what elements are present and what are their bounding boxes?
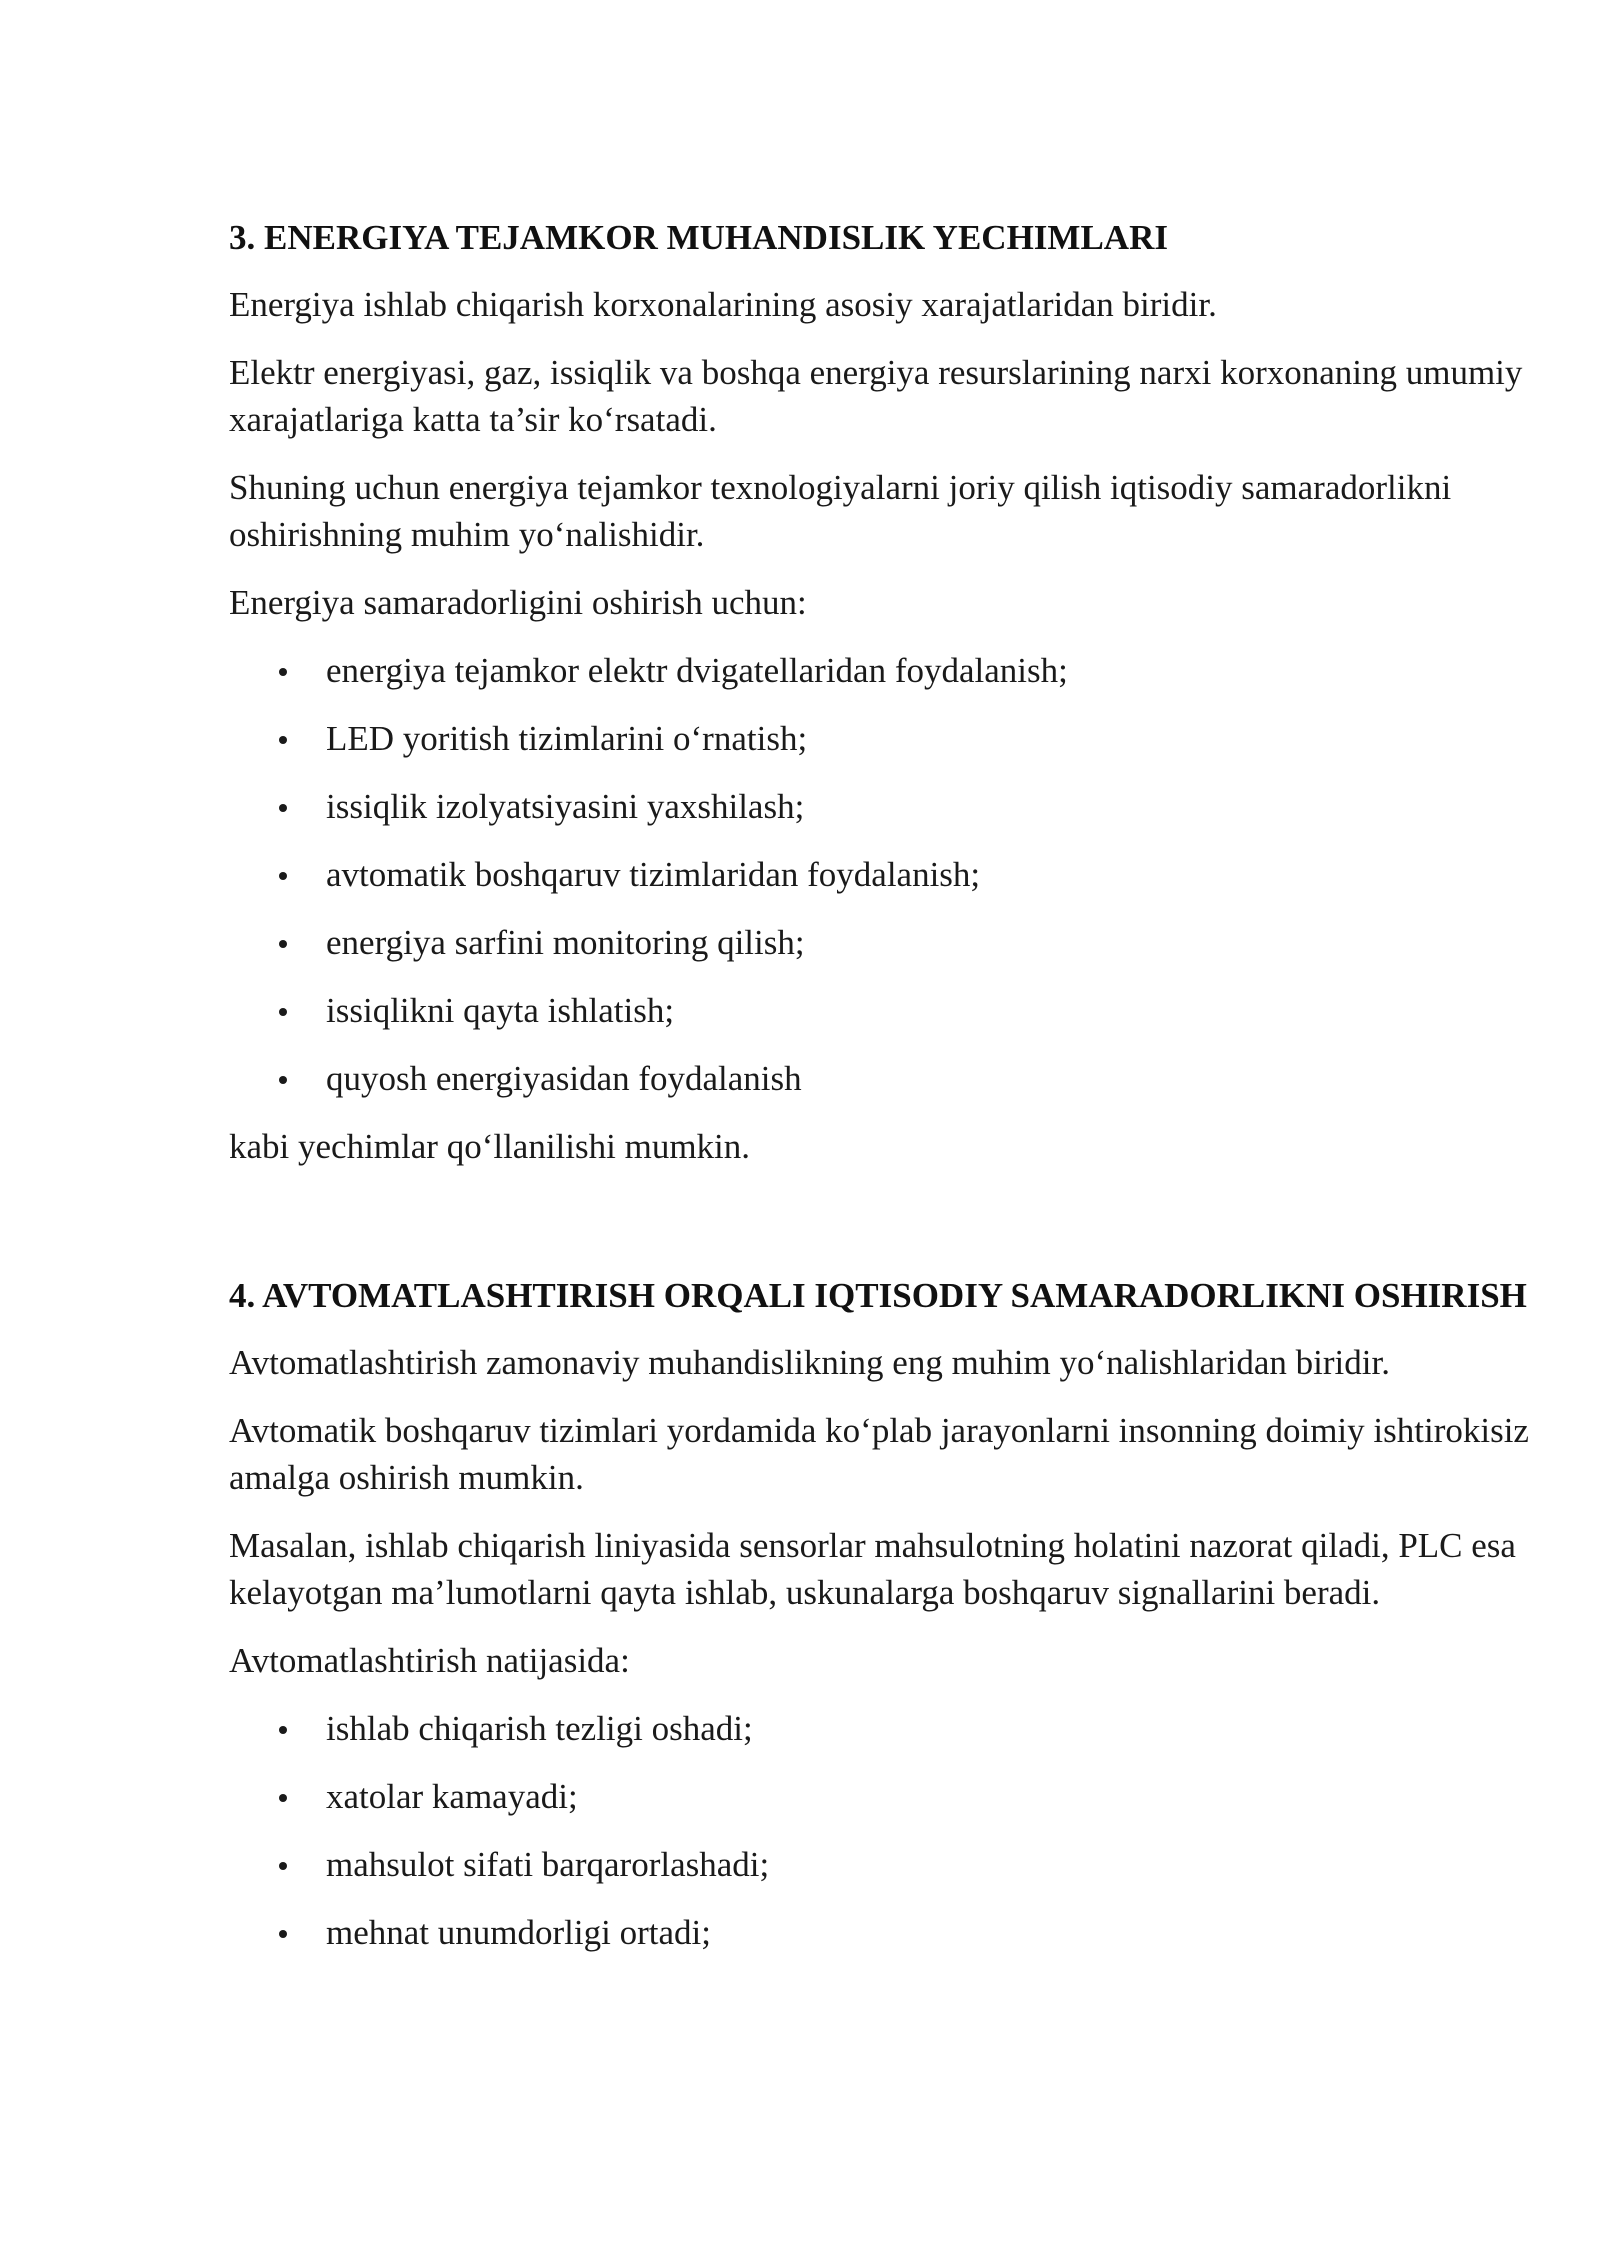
list-item-text: energiya tejamkor elektr dvigatellaridan foydalanish; [326,651,1068,690]
list-item-text: xatolar kamayadi; [326,1777,578,1816]
section-3-paragraph-2: Elektr energiyasi, gaz, issiqlik va boshqa energiya resurslarining narxi korxonaning umumiy xarajatlariga katta ta’sir ko‘rsatadi. [229,353,1523,439]
bullet-icon [279,1930,287,1938]
section-3-paragraph-1: Energiya ishlab chiqarish korxonalarining asosiy xarajatlaridan biridir. [229,285,1217,324]
list-item-text: energiya sarfini monitoring qilish; [326,923,805,962]
list-item-text: quyosh energiyasidan foydalanish [326,1059,802,1098]
list-item-text: issiqlik izolyatsiyasini yaxshilash; [326,787,805,826]
section-3-paragraph-3: Shuning uchun energiya tejamkor texnologiyalarni joriy qilish iqtisodiy samaradorlikni oshirishning muhim yo‘nalishidir. [229,468,1452,554]
section-3-list-intro: Energiya samaradorligini oshirish uchun: [229,583,807,622]
bullet-icon [279,872,287,880]
section-4-list-intro: Avtomatlashtirish natijasida: [229,1641,630,1680]
list-item [229,1841,1529,1888]
section-energy-saving [229,214,1529,1170]
list-item [229,1773,1529,1820]
bullet-icon [279,1008,287,1016]
list-item-text: mahsulot sifati barqarorlashadi; [326,1845,770,1884]
list-item [229,783,1529,830]
bullet-icon [279,736,287,744]
list-item-text: LED yoritish tizimlarini o‘rnatish; [326,719,808,758]
document-body [229,214,1529,1977]
section-3-heading: 3. ENERGIYA TEJAMKOR MUHANDISLIK YECHIMLARI [229,218,1168,257]
section-4-paragraph-1: Avtomatlashtirish zamonaviy muhandislikning eng muhim yo‘nalishlaridan biridir. [229,1343,1390,1382]
section-automation [229,1272,1529,1956]
list-item [229,1909,1529,1956]
section-4-heading: 4. AVTOMATLASHTIRISH ORQALI IQTISODIY SAMARADORLIKNI OSHIRISH [229,1276,1527,1315]
list-item-text: avtomatik boshqaruv tizimlaridan foydalanish; [326,855,981,894]
list-item [229,851,1529,898]
list-item [229,919,1529,966]
list-item [229,987,1529,1034]
bullet-icon [279,804,287,812]
bullet-icon [279,1726,287,1734]
list-item [229,1705,1529,1752]
list-item-text: ishlab chiqarish tezligi oshadi; [326,1709,753,1748]
section-4-bullet-list [229,1705,1529,1956]
section-4-paragraph-2: Avtomatik boshqaruv tizimlari yordamida ko‘plab jarayonlarni insonning doimiy ishtirokisiz amalga oshirish mumkin. [229,1411,1529,1497]
bullet-icon [279,940,287,948]
list-item-text: mehnat unumdorligi ortadi; [326,1913,711,1952]
list-item-text: issiqlikni qayta ishlatish; [326,991,675,1030]
list-item [229,715,1529,762]
list-item [229,647,1529,694]
bullet-icon [279,1794,287,1802]
section-3-closing: kabi yechimlar qo‘llanilishi mumkin. [229,1127,751,1166]
section-spacer [229,1191,1529,1272]
bullet-icon [279,1076,287,1084]
bullet-icon [279,668,287,676]
section-4-paragraph-3: Masalan, ishlab chiqarish liniyasida sensorlar mahsulotning holatini nazorat qiladi, PLC esa kelayotgan ma’lumotlarni qayta ishlab, uskunalarga boshqaruv signallarini beradi. [229,1526,1516,1612]
list-item [229,1055,1529,1102]
bullet-icon [279,1862,287,1870]
section-3-bullet-list [229,647,1529,1102]
